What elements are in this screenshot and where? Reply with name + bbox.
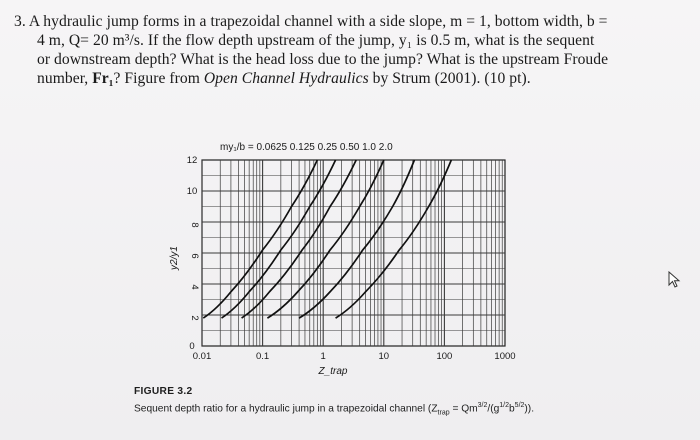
caption-sub: trap xyxy=(437,409,450,417)
x-tick-label: 0.01 xyxy=(192,351,212,362)
line4-prefix: number, xyxy=(37,70,93,87)
y-axis-label: y2/y1 xyxy=(169,246,180,270)
x-tick-label: 0.1 xyxy=(255,351,270,362)
caption-text-4: b xyxy=(509,403,515,415)
series-curve-2.0 xyxy=(336,160,452,318)
problem-line-2: 4 m, Q= 20 m³/s. If the flow depth upstream of the jump, y₁ is 0.5 m, what is the sequent xyxy=(37,32,595,49)
chart-grid xyxy=(202,160,505,346)
problem-number: 3. xyxy=(14,13,26,30)
caption-sup-1: 3/2 xyxy=(477,402,488,409)
y-tick-label: 12 xyxy=(186,155,198,166)
y-tick-label: 6 xyxy=(189,253,200,259)
problem-line-3: or downstream depth? What is the head loss due to the jump? What is the upstream Froude xyxy=(37,51,609,68)
sequent-depth-chart xyxy=(120,132,540,390)
figure-caption xyxy=(134,385,534,420)
caption-sup-2: 1/2 xyxy=(499,402,509,409)
series-curve-0.50 xyxy=(267,160,383,318)
problem-text-1: A hydraulic jump forms in a trapezoidal channel with a side slope, m = 1, bottom width, b = xyxy=(28,13,608,30)
caption-text xyxy=(134,399,534,420)
top-series-label: my₁/b = 0.0625 0.125 0.25 0.50 1.0 2.0 xyxy=(220,142,393,153)
chart-curves xyxy=(203,160,451,318)
x-axis-label: Z_trap xyxy=(318,366,348,377)
x-tick-label: 1000 xyxy=(494,351,516,362)
problem-statement xyxy=(14,12,684,88)
caption-text-1: Sequent depth ratio for a hydraulic jump in a trapezoidal channel (Z xyxy=(134,403,438,415)
caption-text-3: /(g xyxy=(487,403,500,415)
y-tick-label: 2 xyxy=(189,315,200,321)
x-tick-label: 10 xyxy=(378,351,390,362)
series-curve-1.0 xyxy=(299,160,414,318)
caption-title: FIGURE 3.2 xyxy=(134,386,193,397)
y-tick-label: 4 xyxy=(189,284,200,290)
x-tick-label: 1 xyxy=(320,351,326,362)
mouse-cursor-icon xyxy=(668,271,682,289)
figure xyxy=(120,132,540,390)
book-title: Open Channel Hydraulics xyxy=(203,70,369,87)
y-tick-label: 0 xyxy=(189,341,195,352)
caption-sup-3: 5/2 xyxy=(514,402,525,409)
chart-ticks xyxy=(187,155,516,362)
y-tick-label: 8 xyxy=(189,222,200,228)
x-tick-label: 100 xyxy=(436,351,453,362)
y-tick-label: 10 xyxy=(186,186,198,197)
line4-mid: ? Figure from xyxy=(113,70,204,87)
problem-line-4 xyxy=(14,69,684,88)
froude-symbol: Fr₁ xyxy=(92,70,114,87)
problem-line-1 xyxy=(14,12,684,31)
caption-text-2: = Qm xyxy=(449,403,478,415)
line4-suffix: by Strum (2001). (10 pt). xyxy=(368,70,531,87)
caption-text-5: )). xyxy=(524,403,535,415)
